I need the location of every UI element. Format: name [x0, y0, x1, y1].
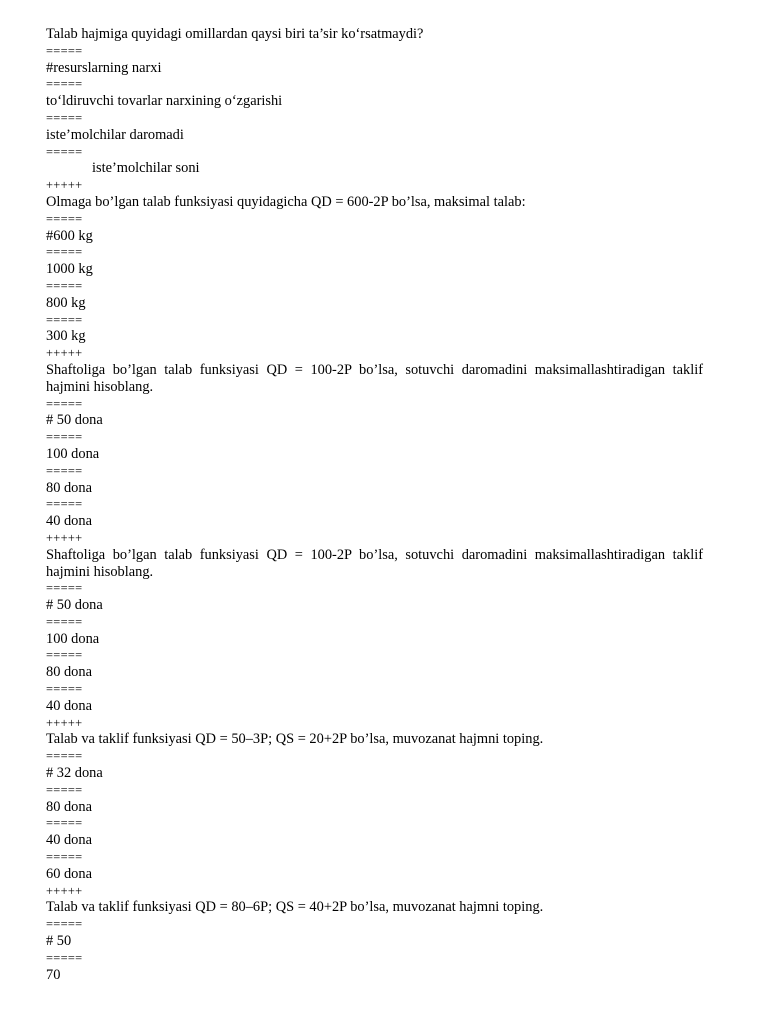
question-text: Talab va taklif funksiyasi QD = 80–6P; QS = 40+2P bo’lsa, muvozanat hajmni toping. [46, 899, 544, 916]
option-separator: ===== [46, 648, 83, 663]
option-separator: ===== [46, 110, 83, 125]
answer-option: 300 kg [46, 328, 86, 345]
question-text: Talab hajmiga quyidagi omillardan qaysi biri ta’sir ko‘rsatmaydi? [46, 26, 424, 42]
answer-option: 40 dona [46, 832, 92, 849]
answer-option: 60 dona [46, 865, 92, 882]
question-separator: +++++ [46, 530, 83, 545]
question-separator: +++++ [46, 346, 83, 361]
option-separator: ===== [46, 312, 83, 327]
question-text: Olmaga bo’lgan talab funksiyasi quyidagicha QD = 600-2P bo’lsa, maksimal talab: [46, 193, 526, 210]
answer-option: 70 [46, 966, 61, 983]
question-separator: +++++ [46, 883, 83, 898]
option-separator: ===== [46, 614, 83, 629]
answer-option: iste’molchilar soni [92, 160, 200, 177]
option-separator: ===== [46, 682, 83, 697]
option-separator: ===== [46, 77, 83, 92]
answer-option: iste’molchilar daromadi [46, 126, 184, 143]
option-separator: ===== [46, 816, 83, 831]
option-separator: ===== [46, 245, 83, 260]
answer-option: #600 kg [46, 227, 93, 244]
answer-option: 40 dona [46, 697, 92, 714]
document-body [46, 26, 703, 983]
answer-option: # 50 [46, 933, 72, 950]
option-separator: ===== [46, 749, 83, 764]
option-separator: ===== [46, 497, 83, 512]
answer-option: 80 dona [46, 479, 92, 496]
option-separator: ===== [46, 782, 83, 797]
answer-option: 80 dona [46, 798, 92, 815]
answer-option: 40 dona [46, 513, 92, 530]
answer-option: # 32 dona [46, 765, 103, 782]
option-separator: ===== [46, 211, 83, 226]
answer-option: 800 kg [46, 294, 86, 311]
option-separator: ===== [46, 430, 83, 445]
question-separator: +++++ [46, 178, 83, 193]
answer-option: 80 dona [46, 664, 92, 681]
option-separator: ===== [46, 144, 83, 159]
question-text: Shaftoliga bo’lgan talab funksiyasi QD = 100-2P bo’lsa, sotuvchi daromadini maksimallashtiradigan taklif hajmini hisoblang. [46, 546, 703, 580]
option-separator: ===== [46, 917, 83, 932]
answer-option: #resurslarning narxi [46, 59, 162, 76]
question-text: Talab va taklif funksiyasi QD = 50–3P; QS = 20+2P bo’lsa, muvozanat hajmni toping. [46, 731, 544, 748]
answer-option: # 50 dona [46, 412, 103, 429]
question-text: Shaftoliga bo’lgan talab funksiyasi QD = 100-2P bo’lsa, sotuvchi daromadini maksimallashtiradigan taklif hajmini hisoblang. [46, 361, 703, 395]
answer-option: 100 dona [46, 630, 100, 647]
answer-option: 1000 kg [46, 261, 93, 278]
option-separator: ===== [46, 950, 83, 965]
option-separator: ===== [46, 278, 83, 293]
option-separator: ===== [46, 850, 83, 865]
option-separator: ===== [46, 43, 83, 58]
option-separator: ===== [46, 463, 83, 478]
option-separator: ===== [46, 581, 83, 596]
option-separator: ===== [46, 396, 83, 411]
answer-option: # 50 dona [46, 597, 103, 614]
answer-option: 100 dona [46, 445, 100, 462]
answer-option: to‘ldiruvchi tovarlar narxining o‘zgarishi [46, 93, 283, 110]
question-separator: +++++ [46, 715, 83, 730]
